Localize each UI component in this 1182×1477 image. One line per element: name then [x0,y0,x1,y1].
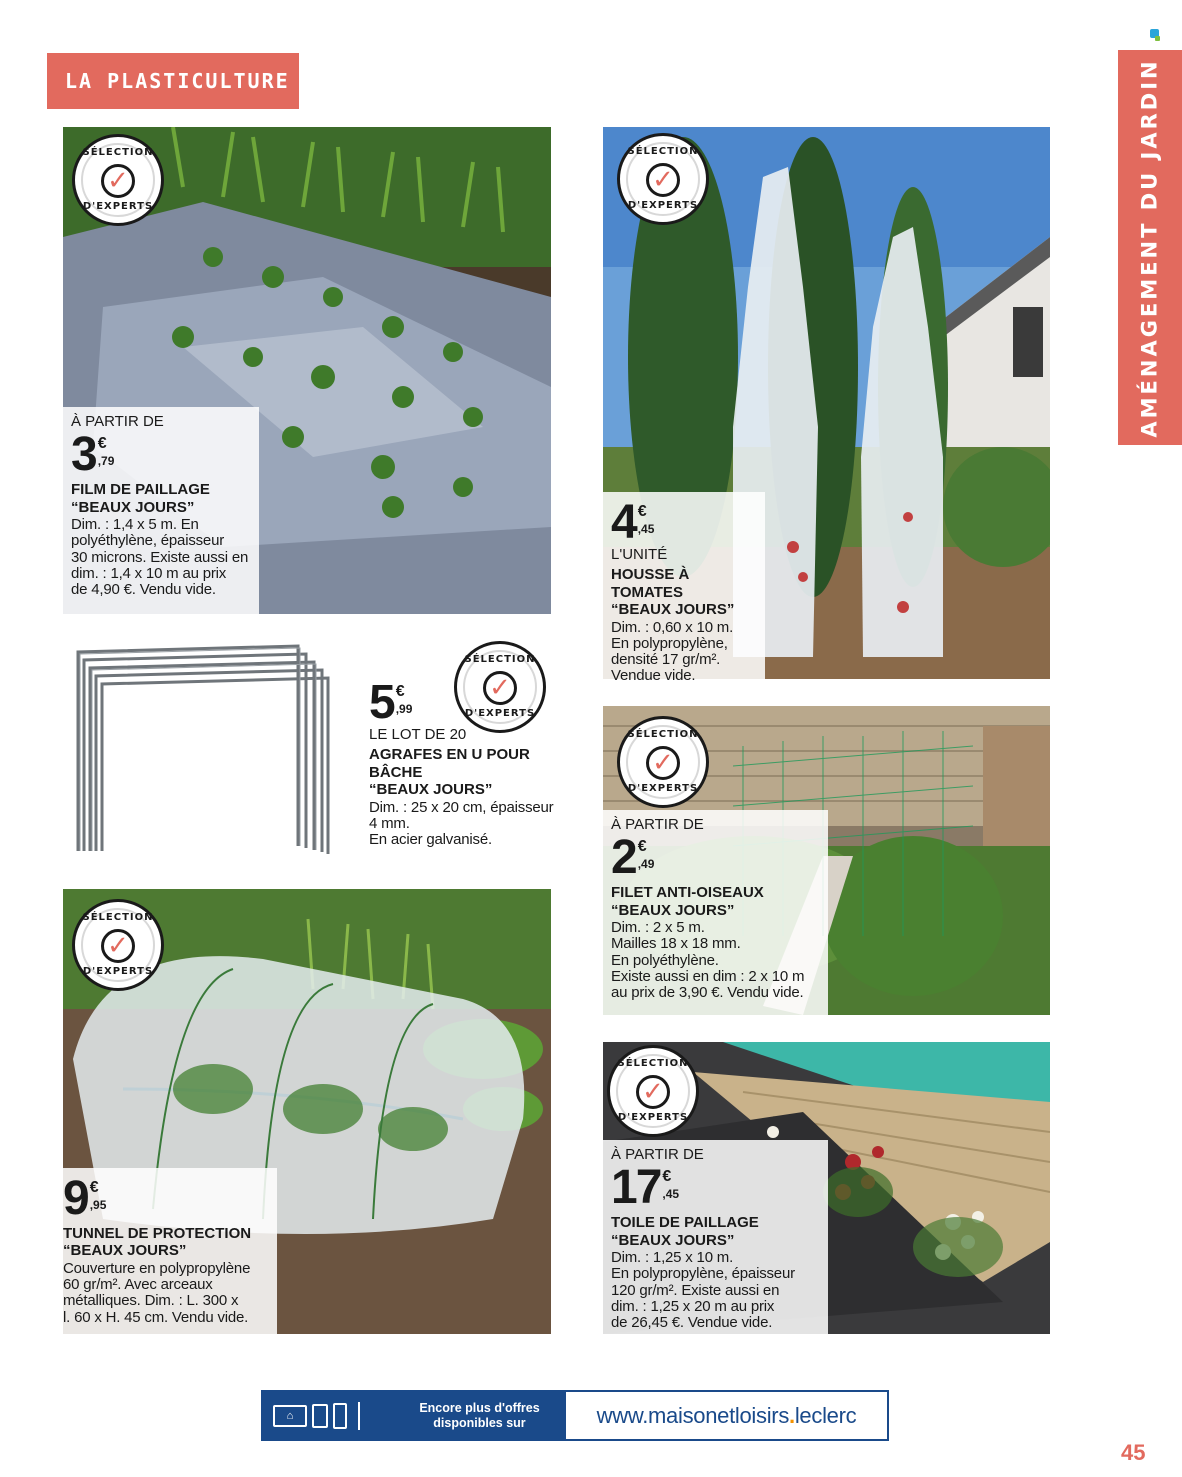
laptop-icon: ⌂ [273,1405,307,1427]
check-icon: ✓ [483,671,517,705]
side-tab-label: AMÉNAGEMENT DU JARDIN [1138,57,1162,438]
product-info-agrafes: 5 € , 99 LE LOT DE 20 AGRAFES EN U POUR BÂCHE “BEAUX JOURS” Dim. : 25 x 20 cm, épaisseur 4 mm. En acier galvanisé. [361,672,589,847]
photo-agrafes-u [70,636,332,858]
product-info-housse: 4 € , 45 L'UNITÉ HOUSSE À TOMATES “BEAUX JOURS” Dim. : 0,60 x 10 m. En polypropylène, densité 17 gr/m². Vendue vide. [603,492,765,679]
side-tab[interactable] [1118,50,1182,445]
phone-icon [333,1403,347,1429]
check-icon: ✓ [646,746,680,780]
check-icon: ✓ [646,163,680,197]
page-number: 45 [1121,1440,1146,1465]
price-film: 3 € , 79 [71,432,251,478]
check-icon: ✓ [101,164,135,198]
check-icon: ✓ [101,929,135,963]
price-filet: 2 € , 49 [611,835,820,881]
selection-experts-badge: SÉLECTION ✓ D'EXPERTS [72,899,164,991]
price-tunnel: 9 € , 95 [63,1176,269,1222]
product-info-film: À PARTIR DE 3 € , 79 FILM DE PAILLAGE “BEAUX JOURS” Dim. : 1,4 x 5 m. En polyéthylène, épaisseur 30 microns. Existe aussi en dim. : 1,4 x 10 m au prix de 4,90 €. Vendu vide. [63,407,259,614]
selection-experts-badge: SÉLECTION ✓ D'EXPERTS [454,641,546,733]
product-info-tunnel: 9 € , 95 TUNNEL DE PROTECTION “BEAUX JOURS” Couverture en polypropylène 60 gr/m². Avec arceaux métalliques. Dim. : L. 300 x l. 60 x H. 45 cm. Vendu vide. [55,1168,277,1334]
selection-experts-badge: SÉLECTION ✓ D'EXPERTS [607,1045,699,1137]
section-title: LA PLASTICULTURE [47,53,299,109]
check-icon: ✓ [636,1075,670,1109]
price-toile: 17 € , 45 [611,1165,820,1211]
selection-experts-badge: SÉLECTION ✓ D'EXPERTS [617,716,709,808]
selection-experts-badge: SÉLECTION ✓ D'EXPERTS [617,133,709,225]
tablet-icon [312,1404,328,1428]
product-info-toile: À PARTIR DE 17 € , 45 TOILE DE PAILLAGE “BEAUX JOURS” Dim. : 1,25 x 10 m. En polypropylène, épaisseur 120 gr/m². Existe aussi en dim. : 1,25 x 20 m au prix de 26,45 €. Vendue vide. [603,1140,828,1334]
website-link[interactable]: www.maisonetloisirs . leclerc [596,1402,857,1428]
selection-experts-badge: SÉLECTION ✓ D'EXPERTS [72,134,164,226]
price-agrafes: 5 € , 99 [369,680,581,726]
price-housse: 4 € , 45 [611,500,757,546]
logo-mark-green [1155,36,1160,41]
product-info-filet: À PARTIR DE 2 € , 49 FILET ANTI-OISEAUX “BEAUX JOURS” Dim. : 2 x 5 m. Mailles 18 x 18 mm. En polyéthylène. Existe aussi en dim : 2 x 10 m au prix de 3,90 €. Vendu vide. [603,810,828,1015]
footer-banner[interactable]: ⌂ Encore plus d'offres disponibles sur www.maisonetloisirs . leclerc [261,1390,889,1441]
